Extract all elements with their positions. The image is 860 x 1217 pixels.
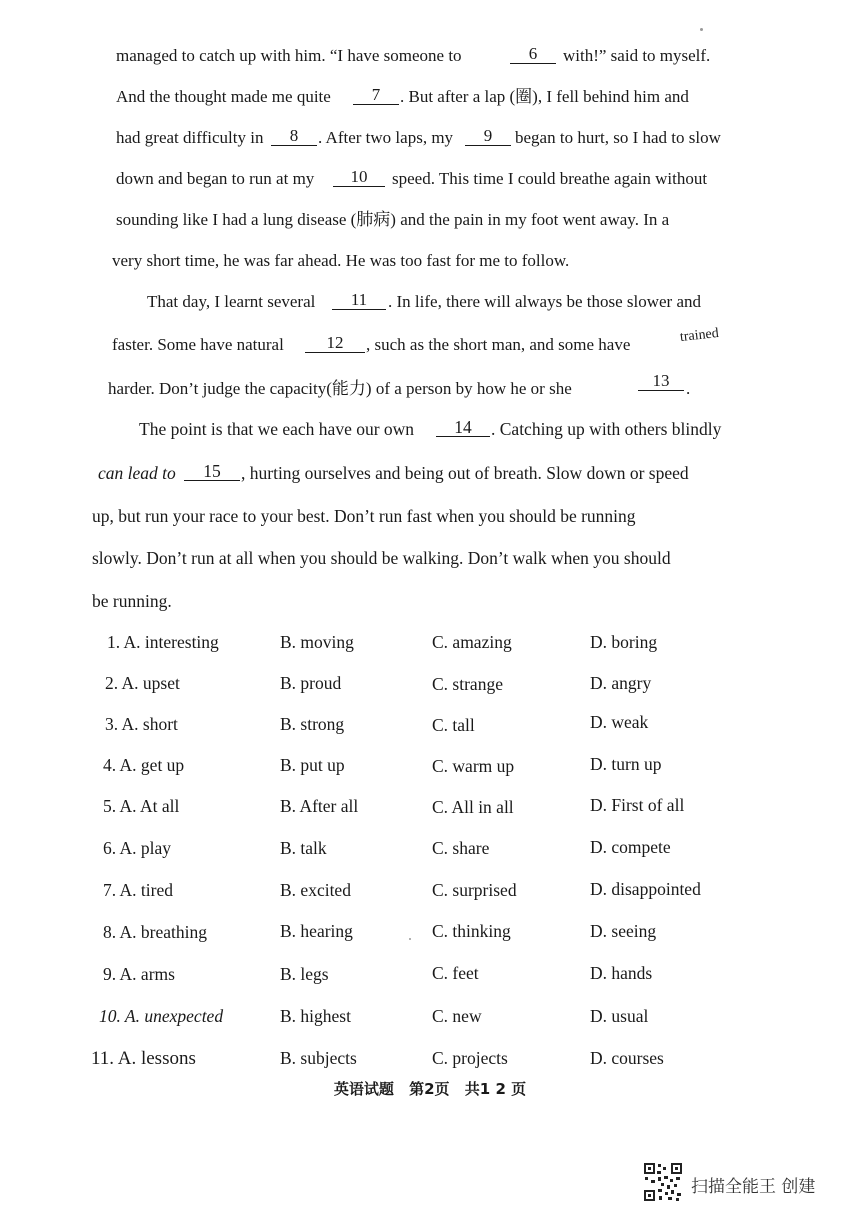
scan-speck — [700, 28, 703, 31]
option-2-a[interactable]: 2. A. upset — [105, 673, 180, 693]
option-9-b[interactable]: B. legs — [280, 964, 329, 984]
passage-text: harder. Don’t judge the capacity(能力) of a person by how he or she — [108, 379, 572, 398]
option-2-d[interactable]: D. angry — [590, 673, 652, 693]
passage-text: had great difficulty in — [116, 128, 264, 147]
option-6-c[interactable]: C. share — [432, 838, 490, 858]
option-4-a[interactable]: 4. A. get up — [103, 755, 185, 775]
option-7-b[interactable]: B. excited — [280, 880, 351, 900]
option-8-b[interactable]: B. hearing — [280, 921, 353, 941]
option-3-c[interactable]: C. tall — [432, 715, 475, 735]
option-1-c[interactable]: C. amazing — [432, 632, 512, 652]
option-3-d[interactable]: D. weak — [590, 712, 649, 732]
option-3-a[interactable]: 3. A. short — [105, 714, 178, 734]
passage-text: . In life, there will always be those slower and — [388, 292, 701, 311]
blank-11: 11 — [332, 291, 386, 310]
option-1-b[interactable]: B. moving — [280, 632, 354, 652]
passage-text: That day, I learnt several — [147, 292, 316, 311]
passage-text: with!” said to myself. — [563, 46, 711, 65]
blank-13: 13 — [638, 372, 684, 391]
option-1-d[interactable]: D. boring — [590, 632, 658, 652]
passage-text: And the thought made me quite — [116, 87, 331, 106]
passage-text: . After two laps, my — [318, 128, 454, 147]
blank-9: 9 — [465, 127, 511, 146]
option-5-b[interactable]: B. After all — [280, 796, 359, 816]
passage-text: . But after a lap (圈), I fell behind him and — [400, 87, 689, 106]
passage-text-raised: trained — [679, 326, 720, 345]
page-footer — [0, 1078, 860, 1099]
passage-text: speed. This time I could breathe again without — [392, 169, 708, 188]
option-4-c[interactable]: C. warm up — [432, 756, 515, 776]
option-10-a[interactable]: 10. A. unexpected — [99, 1006, 224, 1026]
option-5-c[interactable]: C. All in all — [432, 797, 514, 817]
passage-text: began to hurt, so I had to slow — [515, 128, 721, 147]
blank-8: 8 — [271, 127, 317, 146]
option-8-d[interactable]: D. seeing — [590, 921, 657, 941]
option-7-a[interactable]: 7. A. tired — [103, 880, 173, 900]
passage-text: . Catching up with others blindly — [491, 419, 722, 439]
option-8-a[interactable]: 8. A. breathing — [103, 922, 208, 942]
option-2-c[interactable]: C. strange — [432, 674, 503, 694]
option-11-c[interactable]: C. projects — [432, 1048, 508, 1068]
footer-total: 共1 2 页 — [464, 1080, 527, 1098]
option-11-d[interactable]: D. courses — [590, 1048, 664, 1068]
blank-6: 6 — [510, 45, 556, 64]
passage-text: sounding like I had a lung disease (肺病) and the pain in my foot went away. In a — [116, 210, 670, 229]
passage-text: up, but run your race to your best. Don’t run fast when you should be running — [92, 506, 636, 526]
scanner-watermark — [643, 1162, 843, 1202]
option-6-d[interactable]: D. compete — [590, 837, 671, 857]
passage-text: . — [686, 379, 691, 398]
option-7-c[interactable]: C. surprised — [432, 880, 517, 900]
option-9-d[interactable]: D. hands — [590, 963, 653, 983]
option-8-c[interactable]: C. thinking — [432, 921, 511, 941]
blank-7: 7 — [353, 86, 399, 105]
blank-12: 12 — [305, 334, 365, 353]
passage-text: down and began to run at my — [116, 169, 315, 188]
option-11-b[interactable]: B. subjects — [280, 1048, 357, 1068]
passage-text: slowly. Don’t run at all when you should be walking. Don’t walk when you should — [92, 548, 671, 568]
blank-10: 10 — [333, 168, 385, 187]
option-9-a[interactable]: 9. A. arms — [103, 964, 175, 984]
option-3-b[interactable]: B. strong — [280, 714, 345, 734]
qr-code-icon — [643, 1162, 683, 1202]
option-7-d[interactable]: D. disappointed — [590, 879, 701, 899]
option-10-b[interactable]: B. highest — [280, 1006, 351, 1026]
option-5-a[interactable]: 5. A. At all — [103, 796, 180, 816]
option-6-b[interactable]: B. talk — [280, 838, 327, 858]
option-10-d[interactable]: D. usual — [590, 1006, 649, 1026]
passage-text: can lead to — [98, 463, 176, 483]
footer-subject: 英语试题 — [333, 1080, 394, 1098]
blank-15: 15 — [184, 462, 240, 481]
passage-text: faster. Some have natural — [112, 335, 284, 354]
option-6-a[interactable]: 6. A. play — [103, 838, 172, 858]
passage-text: The point is that we each have our own — [139, 419, 415, 439]
watermark-text: 扫描全能王 创建 — [691, 1177, 816, 1197]
passage-text: , hurting ourselves and being out of breath. Slow down or speed — [241, 463, 689, 483]
option-2-b[interactable]: B. proud — [280, 673, 342, 693]
passage-text: be running. — [92, 591, 172, 611]
option-9-c[interactable]: C. feet — [432, 963, 479, 983]
scan-speck — [409, 938, 411, 940]
passage-text: managed to catch up with him. “I have someone to — [116, 46, 462, 65]
option-1-a[interactable]: 1. A. interesting — [107, 632, 219, 652]
option-10-c[interactable]: C. new — [432, 1006, 482, 1026]
passage-text: , such as the short man, and some have — [366, 335, 631, 354]
option-4-b[interactable]: B. put up — [280, 755, 345, 775]
option-4-d[interactable]: D. turn up — [590, 754, 662, 774]
option-5-d[interactable]: D. First of all — [590, 795, 685, 815]
footer-page: 第2页 — [409, 1080, 450, 1098]
passage-text: very short time, he was far ahead. He was too fast for me to follow. — [112, 251, 570, 270]
blank-14: 14 — [436, 418, 490, 437]
option-11-a[interactable]: 11. A. lessons — [91, 1048, 196, 1069]
